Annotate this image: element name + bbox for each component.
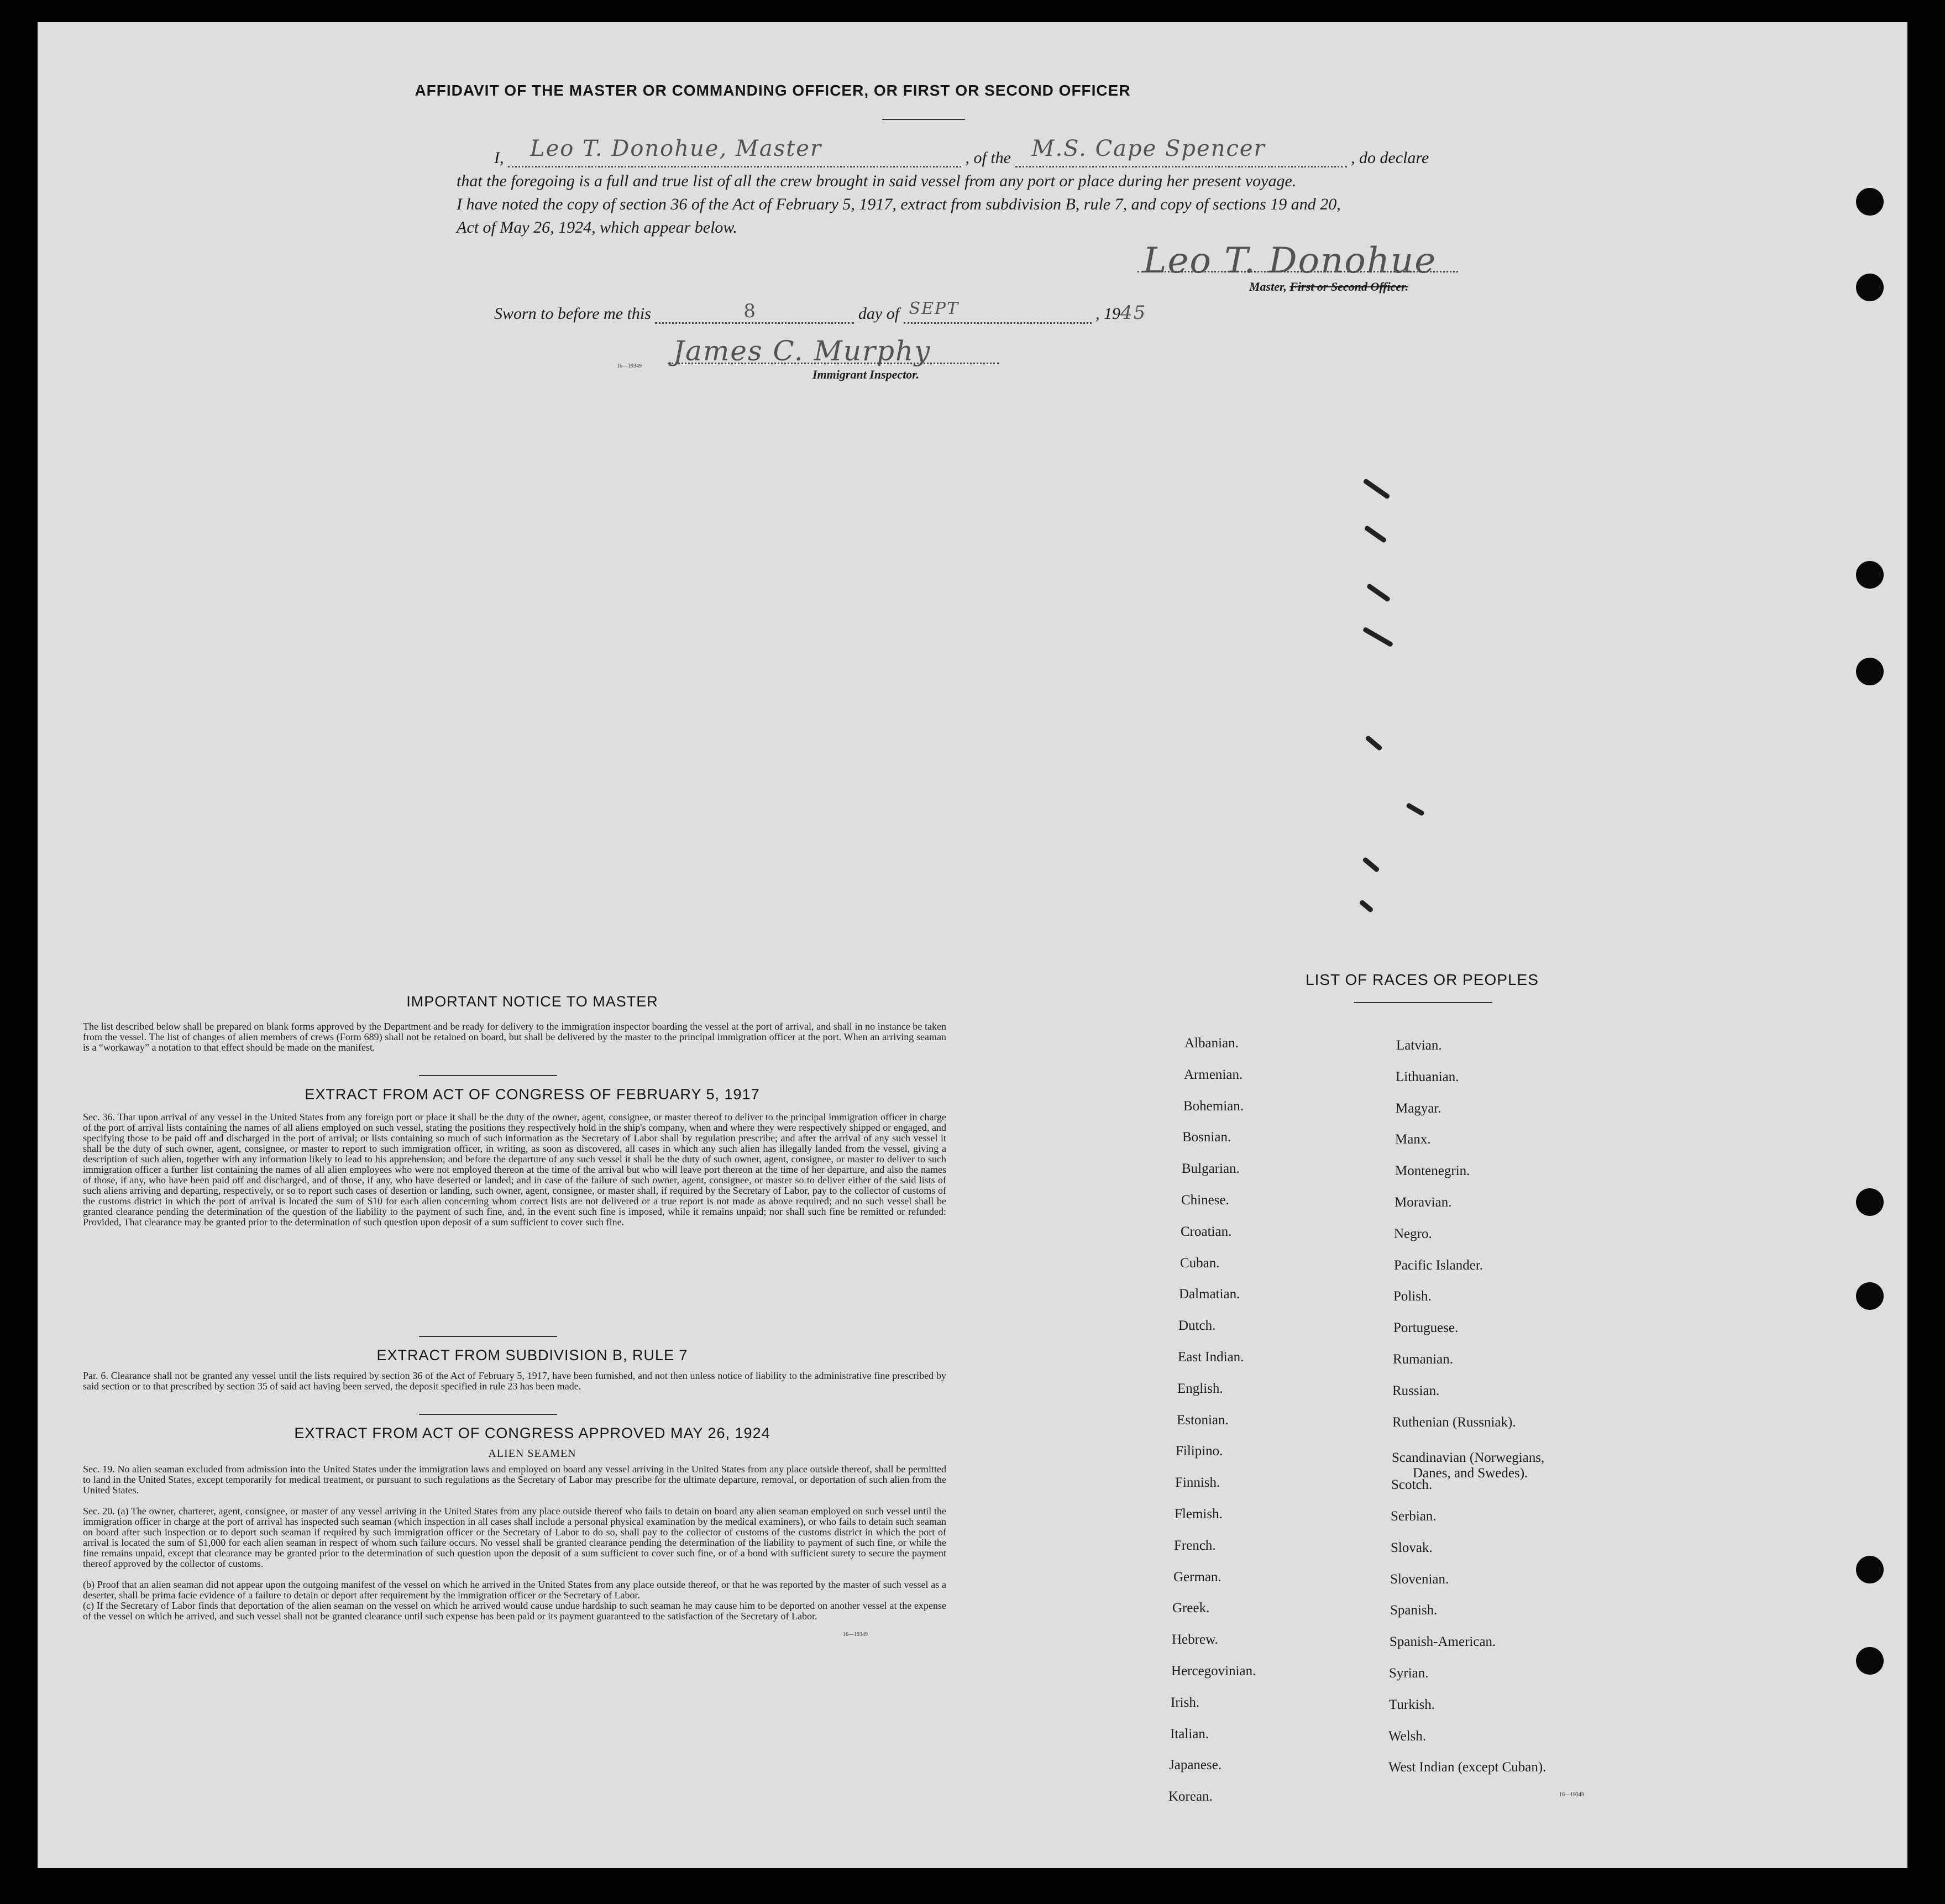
form-number-right: 16—19349 <box>1559 1792 1584 1798</box>
punch-hole <box>1856 1556 1884 1583</box>
master-label: Master, <box>1249 280 1287 293</box>
declaration-line-2: that the foregoing is a full and true list of all the crew brought in said vessel from any port or place during her present voyage. <box>457 172 1297 190</box>
race-item: Spanish. <box>1390 1603 1438 1618</box>
stray-mark <box>1362 627 1393 648</box>
stray-mark <box>1364 525 1387 543</box>
race-item: Scotch. <box>1391 1477 1433 1492</box>
punch-hole <box>1856 274 1884 301</box>
master-name-handwriting: Leo T. Donohue, Master <box>530 136 822 161</box>
punch-hole <box>1856 1647 1884 1675</box>
inspector-signature: James C. Murphy <box>673 335 931 367</box>
divider <box>419 1414 557 1415</box>
master-signature: Leo T. Donohue <box>1143 240 1437 281</box>
notice-heading: IMPORTANT NOTICE TO MASTER <box>406 993 658 1010</box>
stray-mark <box>1362 478 1390 500</box>
sec-20c-paragraph: (c) If the Secretary of Labor finds that deportation of the alien seaman on the vessel on which he arrived would cause undue hardship to such seaman he may cause him to be deported on another vessel at the expense of the vessel on which he arrived, and such vessel shall not be granted clearance until such expense has been paid or its payment guaranteed to the satisfaction of the Secretary of Labor. <box>83 1600 946 1622</box>
extract-1917-heading: EXTRACT FROM ACT OF CONGRESS OF FEBRUARY 5, 1917 <box>305 1086 760 1103</box>
race-item: Lithuanian. <box>1396 1069 1459 1084</box>
race-item: Bosnian. <box>1182 1130 1231 1145</box>
sec-20b-paragraph: (b) Proof that an alien seaman did not appear upon the outgoing manifest of the vessel on which he arrived in the United States from any place outside thereof, or that he was reported by the master of such vessel as a deserter, shall be prima facie evidence of a failure to detain or deport after requirement by the immigration officer or the Secretary of Labor. <box>83 1579 946 1601</box>
declaration-line-1 <box>494 136 1544 170</box>
race-item: Portuguese. <box>1393 1320 1459 1335</box>
race-item: Danes, and Swedes). <box>1413 1466 1528 1481</box>
race-item: French. <box>1174 1538 1216 1553</box>
punch-hole <box>1856 1282 1884 1310</box>
race-item: East Indian. <box>1178 1350 1244 1365</box>
vessel-name-handwriting: M.S. Cape Spencer <box>1031 136 1266 161</box>
race-item: Greek. <box>1172 1601 1210 1615</box>
sec-19-paragraph: Sec. 19. No alien seaman excluded from admission into the United States under the immigration laws and employed on board any vessel arriving in the United States from any place outside thereof, shall be permitted to land in the United States, except temporarily for medical treatment, or pursuant to such regulations as the Secretary of Labor may prescribe for the ultimate departure, removal, or deportation of such alien from the United States. <box>83 1464 946 1496</box>
extract-1917-paragraph: Sec. 36. That upon arrival of any vessel in the United States from any foreign port or place it shall be the duty of the owner, agent, consignee, or master thereof to deliver to the principal immigration officer in charge of the port of arrival lists containing the names of all aliens employed on such vessel, stating the positions they respectively hold in the ship's company, when and where they were respectively shipped or engaged, and specifying those to be paid off and discharged in the port of arrival; or lists containing so much of such information as the Secretary of Labor shall by regulation prescribe; and after the arrival of any such vessel it shall be the duty of such owner, agent, consignee, or master to report to such immigration officer, in writing, as soon as discovered, all cases in which any such alien has illegally landed from the vessel, giving a description of such alien, together with any information likely to lead to his apprehension; and before the departure of any such vessel it shall be the duty of such owner, agent, consignee, or master to deliver to such immigration officer a further list containing the names of all alien employees who were not employed thereon at the time of the arrival but who will leave port thereon at the time of her departure, and also the names of those, if any, who have been paid off and discharged, and of those, if any, who have deserted or landed; and in case of the failure of such owner, agent, consignee, or master so to deliver either of the said lists of such aliens arriving and departing, respectively, or so to report such cases of desertion or landing, such owner, agent, consignee, or master shall, if required by the Secretary of Labor, pay to the collector of customs of the customs district in which the port of arrival is located the sum of $10 for each alien concerning whom correct lists are not delivered or a true report is not made as above required; and no such vessel shall be granted clearance pending the determination of the question of the liability to the payment of such fine, and, in the event such fine is imposed, while it remains unpaid; nor shall such fine be remitted or refunded: Provided, That clearance may be granted prior to the determination of such question upon deposit of a sum sufficient to cover such fine. <box>83 1111 946 1228</box>
race-item: Montenegrin. <box>1395 1163 1470 1178</box>
title-rule <box>882 119 965 120</box>
race-item: Korean. <box>1168 1789 1213 1804</box>
punch-hole <box>1856 1188 1884 1216</box>
year-prefix: , 19 <box>1095 305 1121 323</box>
race-item: Bulgarian. <box>1182 1161 1240 1176</box>
race-item: Armenian. <box>1184 1067 1243 1082</box>
race-item: Magyar. <box>1396 1101 1441 1116</box>
divider <box>419 1336 557 1337</box>
notice-paragraph: The list described below shall be prepared on blank forms approved by the Department and be ready for delivery to the immigration inspector boarding the vessel at the port of arrival, and shall in no instance be taken from the vessel. The list of changes of alien members of crews (Form 689) shall not be retained on board, but shall be delivered by the master to the principal immigration officer at the port. When an arriving seaman is a “workaway” a notation to that effect should be made on the manifest. <box>83 1021 946 1053</box>
race-item: Scandinavian (Norwegians, <box>1392 1450 1545 1465</box>
form-number-left: 16—19349 <box>843 1632 868 1638</box>
race-item: Bohemian. <box>1183 1099 1244 1114</box>
day-field <box>655 300 854 324</box>
form-number-top: 16—19349 <box>617 363 642 369</box>
race-item: Dalmatian. <box>1179 1287 1240 1302</box>
sworn-line <box>494 299 1147 326</box>
divider <box>419 1075 557 1076</box>
race-item: Ruthenian (Russniak). <box>1392 1415 1516 1430</box>
stray-mark <box>1366 583 1391 602</box>
master-name-field <box>508 136 961 167</box>
race-item: Latvian. <box>1396 1038 1442 1053</box>
races-rule <box>1354 1002 1492 1003</box>
race-item: Italian. <box>1170 1727 1209 1742</box>
sec-20a-paragraph: Sec. 20. (a) The owner, charterer, agent, consignee, or master of any vessel arriving in the United States from any place outside thereof who fails to detain on board any alien seaman employed on such vessel until the immigration officer in charge at the port of arrival has inspected such seaman (which inspection in all cases shall include a personal physical examination by the medical examiners), or who fails to detain such seaman on board after such inspection or to deport such seaman if required by such immigration officer or the Secretary of Labor to do so, shall pay to the collector of customs of the customs district in which the port of arrival is located the sum of $1,000 for each alien seaman in respect of whom such failure occurs. No vessel shall be granted clearance pending the determination of the liability to payment of such fine, or while the fine remains unpaid, except that clearance may be granted prior to the determination of such question upon the deposit of a sum sufficient to cover such fine, or of a bond with sufficient surety to secure the payment thereof approved by the collector of customs. <box>83 1506 946 1569</box>
race-item: Negro. <box>1394 1226 1432 1241</box>
vessel-name-field <box>1015 136 1347 167</box>
punch-hole <box>1856 658 1884 685</box>
race-item: Hebrew. <box>1172 1632 1218 1647</box>
race-item: Chinese. <box>1181 1193 1229 1208</box>
declaration-line-4: Act of May 26, 1924, which appear below. <box>457 218 737 237</box>
inspector-label: Immigrant Inspector. <box>812 368 920 381</box>
races-heading: LIST OF RACES OR PEOPLES <box>1306 971 1539 988</box>
race-item: Irish. <box>1171 1695 1200 1710</box>
document-page <box>38 22 1907 1868</box>
race-item: Slovenian. <box>1390 1572 1449 1587</box>
stray-mark <box>1365 735 1383 751</box>
race-item: Moravian. <box>1394 1195 1452 1210</box>
punch-hole <box>1856 188 1884 216</box>
race-item: West Indian (except Cuban). <box>1388 1760 1546 1775</box>
race-item: Spanish-American. <box>1390 1634 1496 1649</box>
race-item: Finnish. <box>1175 1475 1220 1490</box>
inspector-line <box>668 363 999 364</box>
race-item: Welsh. <box>1388 1729 1427 1744</box>
affidavit-title: AFFIDAVIT OF THE MASTER OR COMMANDING OFFICER, OR FIRST OR SECOND OFFICER <box>415 82 1131 99</box>
declaration-line-3: I have noted the copy of section 36 of the Act of February 5, 1917, extract from subdivision B, rule 7, and copy of sections 19 and 20, <box>457 195 1341 213</box>
race-item: Dutch. <box>1178 1318 1216 1333</box>
race-item: Manx. <box>1395 1132 1431 1147</box>
of-the-label: , of the <box>965 149 1011 167</box>
first-second-officer-label: First or Second Officer. <box>1289 280 1409 293</box>
race-item: Polish. <box>1393 1289 1432 1304</box>
stray-mark <box>1359 899 1373 913</box>
declaration-i-label: I, <box>494 149 504 167</box>
race-item: Rumanian. <box>1393 1352 1454 1367</box>
sworn-label: Sworn to before me this <box>494 305 651 323</box>
rule-7-paragraph: Par. 6. Clearance shall not be granted any vessel until the lists required by section 36 of the Act of February 5, 1917, have been furnished, and not then unless notice of liability to the administrative fine prescribed by said section or to that prescribed by section 35 of said act having been served, the deposit specified in rule 23 has been made. <box>83 1370 946 1392</box>
race-item: Filipino. <box>1176 1444 1223 1459</box>
month-field <box>904 299 1092 324</box>
race-item: Cuban. <box>1180 1256 1220 1271</box>
extract-1924-heading: EXTRACT FROM ACT OF CONGRESS APPROVED MAY 26, 1924 <box>294 1425 770 1441</box>
day-handwriting: 8 <box>743 300 757 322</box>
stray-mark <box>1362 857 1380 873</box>
race-item: Estonian. <box>1177 1413 1229 1428</box>
day-of-label: day of <box>858 305 900 323</box>
race-item: Russian. <box>1392 1383 1440 1398</box>
month-handwriting: SEPT <box>909 299 960 318</box>
race-item: German. <box>1173 1570 1221 1585</box>
race-item: Flemish. <box>1175 1507 1223 1522</box>
race-item: English. <box>1177 1381 1223 1396</box>
punch-hole <box>1856 561 1884 589</box>
stray-mark <box>1406 802 1425 816</box>
race-item: Syrian. <box>1389 1666 1429 1681</box>
race-item: Turkish. <box>1389 1697 1435 1712</box>
year-handwriting: 45 <box>1120 302 1147 324</box>
race-item: Albanian. <box>1184 1036 1239 1051</box>
race-item: Pacific Islander. <box>1394 1258 1483 1273</box>
race-item: Hercegovinian. <box>1171 1664 1256 1679</box>
alien-seamen-subheading: ALIEN SEAMEN <box>488 1447 576 1460</box>
race-item: Serbian. <box>1391 1509 1437 1524</box>
race-item: Croatian. <box>1181 1224 1232 1239</box>
master-title-label <box>1249 280 1408 294</box>
race-item: Japanese. <box>1169 1758 1222 1772</box>
rule-7-heading: EXTRACT FROM SUBDIVISION B, RULE 7 <box>376 1347 688 1363</box>
do-declare-label: , do declare <box>1351 149 1429 167</box>
signature-line <box>1137 271 1458 272</box>
race-item: Slovak. <box>1391 1540 1433 1555</box>
